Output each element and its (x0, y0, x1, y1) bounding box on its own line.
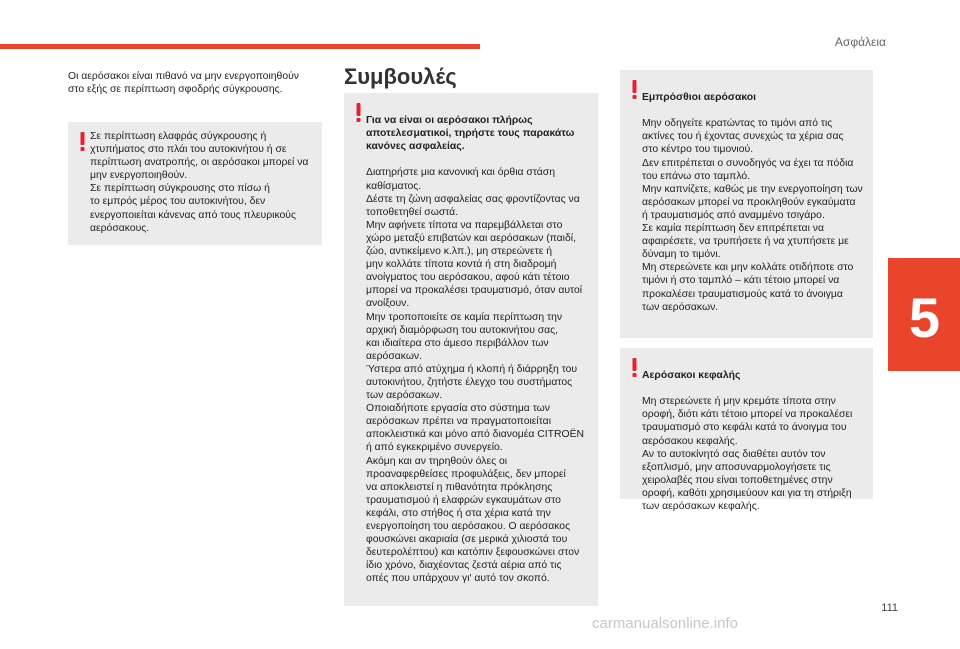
page-number: 111 (881, 602, 898, 614)
intro-paragraph: Οι αερόσακοι είναι πιθανό να μην ενεργοποιηθούν στο εξής σε περίπτωση σφοδρής σύγκρουσης. (68, 71, 299, 96)
front-airbags-content (642, 78, 867, 327)
section-title: Ασφάλεια (834, 35, 886, 49)
front-airbags-text: Μην οδηγείτε κρατώντας το τιμόνι από τις ακτίνες του ή έχοντας συνεχώς τα χέρια σας στο κέντρο του τιμονιού. Δεν επιτρέπεται ο συνοδηγός να έχει τα πόδια του επάνω στο ταμπλό. Μην καπνίζετε, καθώς με την ενεργοποίηση των αερόσακων μπορεί να προκληθούν εγκαύματα ή τραυματισμός από αναμμένο τσιγάρο. Σε καμία περίπτωση δεν επιτρέπεται να αφαιρέσετε, να τρυπήσετε ή να χτυπήσετε με δύναμη το τιμόνι. Μη στερεώνετε και μην κολλάτε οτιδήποτε στο τιμόνι ή στο ταμπλό – κάτι τέτοιο μπορεί να προκαλέσει τραυματισμούς κατά το άνοιγμα των αερόσακων. (642, 118, 863, 313)
head-airbags-box (620, 348, 873, 513)
head-airbags-text: Μη στερεώνετε ή μην κρεμάτε τίποτα στην οροφή, διότι κάτι τέτοιο μπορεί να προκαλέσει τραυματισμό στο κεφάλι κατά το άνοιγμα του αερόσακου κεφαλής. Αν το αυτοκίνητό σας διαθέτει αυτόν τον εξοπλισμό, μην αποσυναρμολογήσετε τις χειρολαβές που είναι τοποθετημένες στην οροφή, καθότι χρησιμεύουν και για τη στήριξη των αερόσακων κεφαλής. (642, 396, 853, 513)
advice-content (366, 101, 592, 599)
advice-text: Διατηρήστε μια κανονική και όρθια στάση καθίσματος. Δέστε τη ζώνη ασφαλείας σας φροντίζοντας να τοποθετηθεί σωστά. Μην αφήνετε τίποτα να παρεμβάλλεται στο χώρο μεταξύ επιβατών και αερόσακων (παιδί, ζώο, αντικείμενο κ.λπ.), μη στερεώνετε ή μην κολλάτε τίποτα κοντά ή στη διαδρομή ανοίγματος του αερόσακου, αφού κάτι τέτοιο μπορεί να προκαλέσει τραυματισμό, όταν αυτοί ανοίξουν. Μην τροποποιείτε σε καμία περίπτωση την αρχική διαμόρφωση του αυτοκινήτου σας, και ιδιαίτερα στο άμεσο περιβάλλον των αερόσακων. Ύστερα από ατύχημα ή κλοπή ή διάρρηξη του αυτοκινήτου, ζητήστε έλεγχο του συστήματος των αερόσακων. Οποιαδήποτε εργασία στο σύστημα των αερόσακων πρέπει να πραγματοποιείται αποκλειστικά και μόνο από διανομέα CITROËN ή από εγκεκριμένο συνεργείο. Ακόμη και αν τηρηθούν όλες οι προαναφερθείσες προφυλάξεις, δεν μπορεί να αποκλειστεί η πιθανότητα πρόκλησης τραυματισμού ή ελαφρών εγκαυμάτων στο κεφάλι, στο στήθος ή στα χέρια κατά την ενεργοποίηση του αερόσακου. Ο αερόσακος φουσκώνει ακαριαία (σε μερικά χιλιοστά του δευτερολέπτου) και κατόπιν ξεφουσκώνει στον ίδιο χρόνο, διαχέοντας ζεστά αέρια από τις οπές που υπάρχουν γι' αυτό τον σκοπό. (366, 167, 585, 585)
warning-icon (80, 132, 85, 151)
side-impact-warning-text: Σε περίπτωση ελαφράς σύγκρουσης ή χτυπήματος στο πλάι του αυτοκινήτου ή σε περίπτωση ανατροπής, οι αερόσακοι μπορεί να μην ενεργοποιηθούν. Σε περίπτωση σύγκρουσης στο πίσω ή το εμπρός μέρος του αυτοκινήτου, δεν ενεργοποιείται κάνενας από τους πλευρικούς αερόσακους. (90, 131, 309, 234)
front-airbags-title: Εμπρόσθιοι αερόσακοι (642, 92, 757, 104)
chapter-number: 5 (908, 286, 940, 349)
front-airbags-box (620, 70, 873, 338)
warning-icon (356, 103, 361, 122)
head-airbags-title: Αερόσακοι κεφαλής (642, 370, 741, 382)
warning-icon (632, 80, 637, 99)
side-impact-warning-box (68, 122, 322, 245)
warning-icon (632, 358, 637, 377)
header-accent-line (0, 44, 480, 49)
advice-title: Για να είναι οι αερόσακοι πλήρως αποτελεσματικοί, τηρήστε τους παρακάτω κανόνες ασφαλείας. (366, 115, 575, 153)
advice-box (344, 93, 598, 606)
head-airbags-content (642, 356, 867, 526)
page-heading: Συμβουλές (344, 64, 457, 89)
watermark: carmanualsonline.info (592, 615, 738, 632)
